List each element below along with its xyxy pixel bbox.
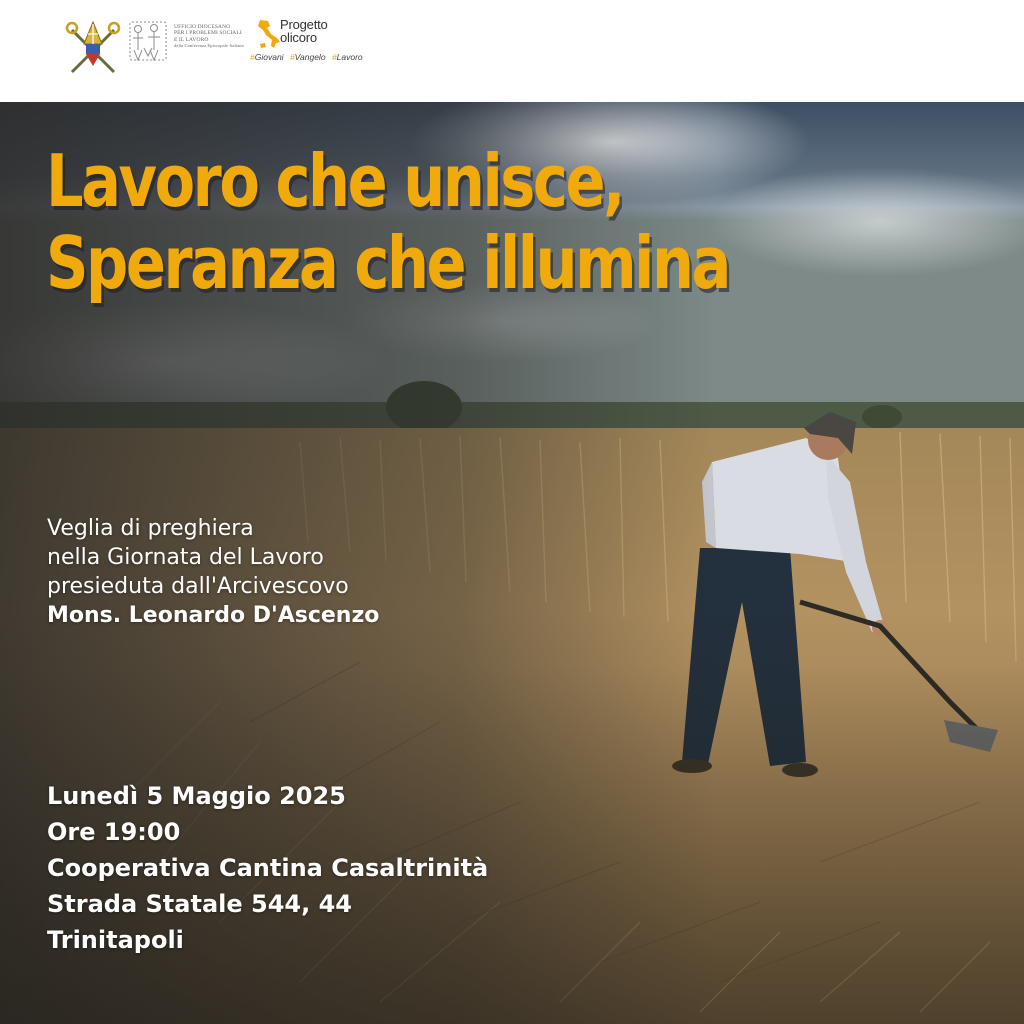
tag-lavoro: #Lavoro xyxy=(331,52,363,62)
ufficio-line: della Conferenza Episcopale Italiana xyxy=(174,42,244,48)
event-title xyxy=(46,140,833,304)
tag-giovani: #Giovani xyxy=(250,52,284,62)
hash-mark: # xyxy=(289,52,295,62)
celebrant-name: Mons. Leonardo D'Ascenzo xyxy=(47,603,380,628)
policoro-name xyxy=(280,18,328,44)
policoro-tags xyxy=(250,52,367,62)
intro-line-1: Veglia di preghiera xyxy=(47,516,254,541)
event-time: Ore 19:00 xyxy=(47,818,181,846)
intro-line-2: nella Giornata del Lavoro xyxy=(47,545,324,570)
hash-mark: # xyxy=(250,52,255,62)
hash-mark: # xyxy=(331,52,337,62)
policoro-logo xyxy=(250,16,370,68)
ufficio-line: UFFICIO DIOCESANO xyxy=(174,24,231,30)
hero-photo xyxy=(0,102,1024,1024)
diocese-crest-icon xyxy=(64,14,122,76)
ufficio-line: PER I PROBLEMI SOCIALI xyxy=(174,30,242,37)
ufficio-line: E IL LAVORO xyxy=(174,36,209,43)
tag-vangelo: #Vangelo xyxy=(289,52,326,62)
intro-line-3: presieduta dall'Arcivescovo xyxy=(47,574,349,599)
title-line-1: Lavoro che unisce, xyxy=(46,139,623,223)
logo-bar xyxy=(0,0,1024,102)
event-intro xyxy=(47,514,567,630)
event-city: Trinitapoli xyxy=(47,926,184,954)
italy-map-icon xyxy=(254,18,282,50)
ufficio-text xyxy=(174,24,244,49)
policoro-name-line1: Progetto xyxy=(280,17,328,32)
event-date: Lunedì 5 Maggio 2025 xyxy=(47,782,346,810)
event-address: Strada Statale 544, 44 xyxy=(47,890,352,918)
ufficio-logo-icon xyxy=(128,20,168,62)
ufficio-logo xyxy=(128,20,244,64)
event-details xyxy=(47,778,667,958)
event-venue: Cooperativa Cantina Casaltrinità xyxy=(47,854,489,882)
title-line-2: Speranza che illumina xyxy=(46,221,729,305)
policoro-name-line2: olicoro xyxy=(280,30,317,45)
